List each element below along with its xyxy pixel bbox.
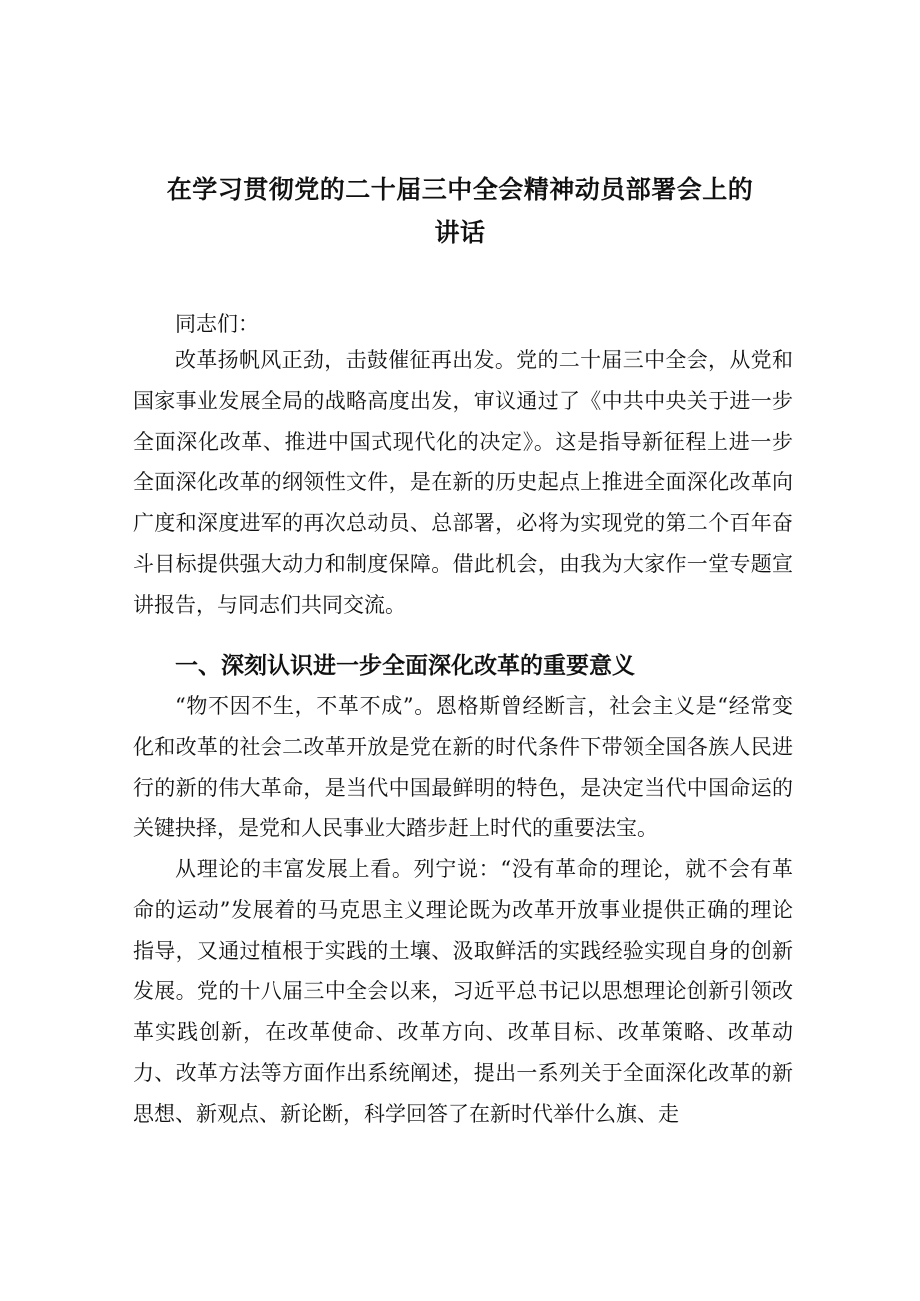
salutation: 同志们： — [175, 312, 259, 336]
paragraph-theory: 从理论的丰富发展上看。列宁说：“没有革命的理论，就不会有革命的运动”发展着的马克思主义理论既为改革开放事业提供正确的理论指导，又通过植根于实践的土壤、汲取鲜活的实践经验实现自身的创新发展。党的十八届三中全会以来，习近平总书记以思想理论创新引领改革实践创新，在改革使命、改革方向、改革目标、改革策略、改革动力、改革方法等方面作出系统阐述，提出一系列关于全面深化改革的新思想、新观点、新论断，科学回答了在新时代举什么旗、走 — [133, 857, 793, 1126]
paragraph-intro: 改革扬帆风正劲，击鼓催征再出发。党的二十届三中全会，从党和国家事业发展全局的战略高度出发，审议通过了《中共中央关于进一步全面深化改革、推进中国式现代化的决定》。这是指导新征程上进一步全面深化改革的纲领性文件，是在新的历史起点上推进全面深化改革向广度和深度进军的再次总动员、总部署，必将为实现党的第二个百年奋斗目标提供强大动力和制度保障。借此机会，由我为大家作一堂专题宣讲报告，与同志们共同交流。 — [133, 348, 793, 617]
document-title-line-2: 讲话 — [434, 218, 486, 247]
section-heading-1: 一、深刻认识进一步全面深化改革的重要意义 — [175, 653, 635, 679]
document-title-line-1: 在学习贯彻党的二十届三中全会精神动员部署会上的 — [166, 175, 754, 204]
paragraph-significance: “物不因不生，不革不成”。恩格斯曾经断言，社会主义是“经常变化和改革的社会二改革开放是党在新的时代条件下带领全国各族人民进行的新的伟大革命，是当代中国最鲜明的特色，是决定当代中国命运的关键抉择，是党和人民事业大踏步赶上时代的重要法宝。 — [133, 694, 793, 841]
